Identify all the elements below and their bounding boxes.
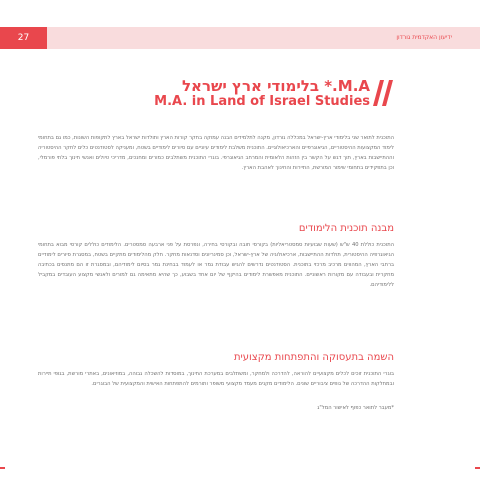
program-structure-heading: מבנה תוכנית הלימודים bbox=[298, 223, 394, 234]
running-header bbox=[0, 27, 480, 49]
crop-mark-right bbox=[475, 467, 480, 469]
footnote: *מעבר לתואר כפוף לאישור המל"ג bbox=[317, 405, 394, 411]
double-slash-icon bbox=[373, 80, 393, 106]
program-structure-paragraph: התוכנית כוללת 40 ש"ש (שעות שבועיות סמסטריאליות) בקורסי חובה ובקורסי בחירה, ונפרסת על פני ארבעה סמסטרים. הלימודים כוללים קורסי מבוא בתחומי הגיאוגרפיה ההיסטורית, תולדות ההתיישבות, ארכיאולוגיה של ארץ-ישראל, וכן סמינריונים וסדנאות מחקר. חלק מהלימודים מתקיים בשטח, במסגרת סיורים לימודיים ברחבי הארץ, המהווים מרכיב מרכזי בתוכנית. הסטודנטים נדרשים להגיש עבודת גמר או לעמוד בבחינת גמר בסיום לימודיהם, ובמסגרת זו הם מתנסים בכתיבה מחקרית ובעבודה עם מקורות ראשוניים. התוכנית מאפשרת לימודים בהיקף של יום אחד בשבוע, כך שהיא מתאימה גם למורים ולאנשי מקצוע העובדים במקביל ללימודיהם. bbox=[38, 242, 394, 289]
page-title-english: M.A. in Land of Israel Studies bbox=[154, 94, 370, 109]
running-title: ידיעון האקדמית גורדון bbox=[396, 34, 452, 41]
page-number: 27 bbox=[0, 27, 47, 49]
careers-paragraph: בוגרי התוכנית זוכים לכלים מקצועיים להוראה, להדרכה ולמחקר, ומשתלבים במערכת החינוך, במוסדות להשכלה גבוהה, במוזיאונים, באתרי מורשת, בגופי תיירות ובמחלקות ההדרכה של גופים ציבוריים שונים. הלימודים מקנים מעמד מקצועי משופר ותורמים להתפתחות האישית והמקצועית של הבוגרים. bbox=[38, 371, 394, 388]
crop-mark-left bbox=[0, 467, 5, 469]
intro-paragraph: התוכנית לתואר שני בלימודי ארץ-ישראל במכללה גורדון, מקנה לתלמידים הבנה עמוקה בחקר קורות הארץ ותולדות ישראל בארץ לתקופות השונות, כמו גם בתחומי לימוד המקצועות ההיסטוריים, הגיאוגרפיים והארכיאולוגיים. התוכנית משלבת לימודים עיוניים עם סיורים לימודיים בשטח, ומעניקה לסטודנטים כלים לחקר ההיסטוריה וההתיישבות בארץ, תוך דגש על הקשר בין הזהות הלאומית והמרחב הגיאוגרפי. בוגרי התוכנית משתלבים כמורים ומחנכים, מדריכי טיולים ואנשי חינוך בלתי פורמלי, וכן בתפקידים בתחומי שימור המורשת, התיירות והחינוך לאהבת הארץ. bbox=[38, 135, 394, 172]
careers-heading: השמה בתעסוקה והתפתחות מקצועית bbox=[233, 352, 394, 363]
page-title-hebrew: M.A.* בלימודי ארץ ישראל bbox=[181, 77, 370, 95]
